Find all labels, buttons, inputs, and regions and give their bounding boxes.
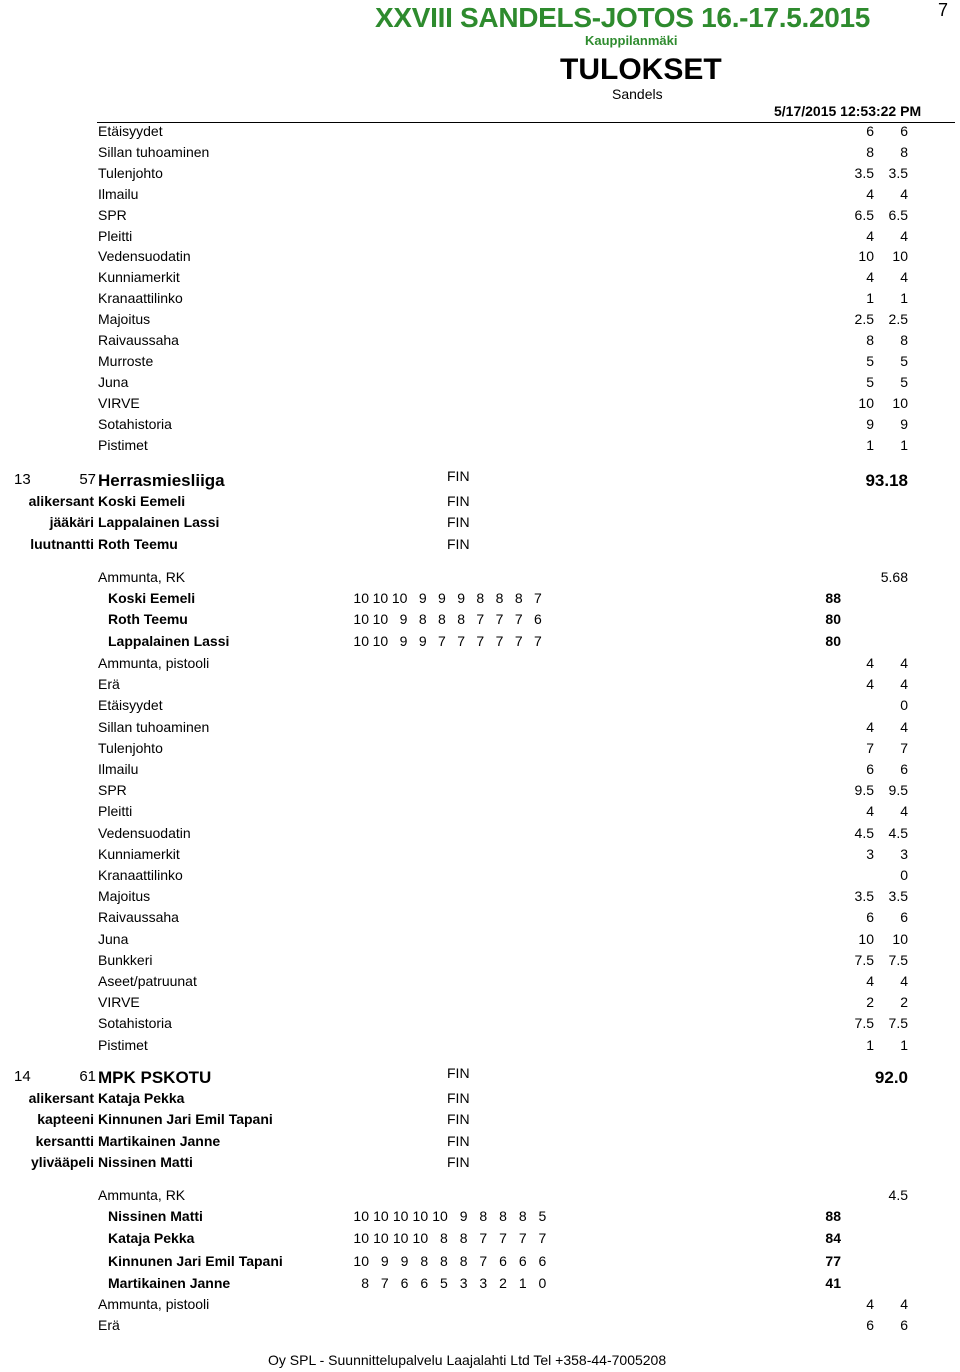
score-row bbox=[0, 761, 960, 782]
member-country: FIN bbox=[447, 535, 470, 552]
shooter-row bbox=[0, 1275, 960, 1296]
shooter-name: Kinnunen Jari Emil Tapani bbox=[108, 1252, 283, 1269]
item-points: 3.5 bbox=[854, 164, 874, 181]
item-points: 4 bbox=[866, 1296, 874, 1312]
item-points: 4 bbox=[866, 803, 874, 820]
score-row bbox=[0, 144, 960, 165]
member-country: FIN bbox=[447, 1132, 470, 1149]
score-row bbox=[0, 994, 960, 1015]
team-country: FIN bbox=[447, 468, 470, 484]
item-score: 6 bbox=[900, 761, 908, 777]
shot-value: 8 bbox=[418, 611, 427, 628]
shooting-score: 4.5 bbox=[888, 1187, 908, 1203]
shot-value: 10 bbox=[412, 1208, 429, 1224]
item-points: 10 bbox=[858, 394, 874, 411]
shooting-label: Ammunta, RK bbox=[98, 569, 186, 585]
item-points: 4 bbox=[866, 227, 874, 244]
shot-value: 10 bbox=[372, 590, 389, 606]
score-row bbox=[0, 1015, 960, 1036]
shooter-row bbox=[0, 590, 960, 611]
team-score: 93.18 bbox=[865, 471, 908, 490]
member-rank: alikersant bbox=[28, 1090, 94, 1106]
score-row bbox=[0, 803, 960, 824]
item-label: Kunniamerkit bbox=[98, 845, 180, 862]
shooting-header bbox=[0, 1187, 960, 1208]
item-points: 1 bbox=[866, 1036, 874, 1053]
shot-value: 9 bbox=[438, 590, 446, 606]
item-points: 6 bbox=[866, 1316, 874, 1333]
item-score: 2 bbox=[900, 994, 908, 1011]
item-label: Erä bbox=[98, 676, 120, 693]
item-label: Vedensuodatin bbox=[98, 248, 191, 265]
score-row bbox=[0, 846, 960, 867]
item-score: 5 bbox=[900, 373, 908, 390]
shot-value: 10 bbox=[372, 632, 389, 649]
shot-value: 8 bbox=[438, 611, 446, 628]
item-points: 4 bbox=[866, 185, 874, 202]
item-score: 5 bbox=[900, 352, 908, 369]
score-row bbox=[0, 123, 960, 144]
shot-value: 8 bbox=[518, 1208, 527, 1224]
item-points: 6 bbox=[866, 123, 874, 139]
item-score: 1 bbox=[900, 436, 908, 453]
item-label: Pistimet bbox=[98, 1036, 148, 1053]
item-points: 2 bbox=[866, 994, 874, 1011]
score-row bbox=[0, 228, 960, 249]
item-score: 9.5 bbox=[888, 782, 908, 799]
member-country: FIN bbox=[447, 493, 470, 509]
item-points: 10 bbox=[858, 248, 874, 265]
shot-value: 7 bbox=[479, 1230, 488, 1247]
shot-value: 9 bbox=[380, 1252, 389, 1269]
member-name: Roth Teemu bbox=[98, 535, 178, 552]
score-row bbox=[0, 290, 960, 311]
item-score: 9 bbox=[900, 415, 908, 432]
score-row bbox=[0, 374, 960, 395]
shot-value: 2 bbox=[499, 1274, 507, 1291]
member-rank: kersantti bbox=[35, 1132, 94, 1149]
shot-value: 0 bbox=[538, 1274, 547, 1291]
score-row bbox=[0, 186, 960, 207]
shot-value: 7 bbox=[479, 1252, 488, 1269]
item-points: 8 bbox=[866, 332, 874, 348]
item-label: Kranaattilinko bbox=[98, 867, 183, 883]
score-row bbox=[0, 655, 960, 676]
item-points: 9 bbox=[866, 415, 874, 432]
item-score: 4 bbox=[900, 227, 908, 244]
shot-value: 10 bbox=[392, 1230, 409, 1247]
shot-value: 9 bbox=[418, 632, 427, 649]
shot-value: 7 bbox=[495, 611, 504, 628]
shot-value: 10 bbox=[353, 632, 369, 649]
shot-value: 9 bbox=[418, 590, 427, 606]
shot-value: 7 bbox=[380, 1274, 389, 1291]
member-country: FIN bbox=[447, 514, 470, 531]
team-rank: 13 bbox=[14, 471, 31, 488]
item-label: Pleitti bbox=[98, 227, 133, 244]
item-score: 10 bbox=[892, 248, 908, 265]
item-score: 7 bbox=[900, 739, 908, 756]
item-score: 10 bbox=[892, 930, 908, 947]
item-label: Sotahistoria bbox=[98, 1015, 172, 1032]
score-row bbox=[0, 269, 960, 290]
shot-value: 8 bbox=[420, 1252, 429, 1269]
member-name: Lappalainen Lassi bbox=[98, 514, 220, 531]
item-score: 8 bbox=[900, 332, 908, 348]
team-member bbox=[0, 493, 960, 514]
item-points: 1 bbox=[866, 436, 874, 453]
score-row bbox=[0, 782, 960, 803]
item-label: Sotahistoria bbox=[98, 415, 172, 432]
item-label: Tulenjohto bbox=[98, 739, 163, 756]
shot-value: 8 bbox=[459, 1252, 468, 1269]
item-points: 7.5 bbox=[854, 1015, 874, 1032]
item-score: 4 bbox=[900, 973, 908, 989]
score-row bbox=[0, 973, 960, 994]
shooter-row bbox=[0, 611, 960, 632]
item-score: 2.5 bbox=[888, 311, 908, 328]
item-label: Aseet/patruunat bbox=[98, 973, 197, 989]
shooter-total: 88 bbox=[825, 590, 841, 606]
item-score: 10 bbox=[892, 394, 908, 411]
shot-value: 3 bbox=[479, 1274, 488, 1291]
score-row bbox=[0, 867, 960, 888]
item-score: 4 bbox=[900, 185, 908, 202]
score-row bbox=[0, 416, 960, 437]
item-points: 6.5 bbox=[854, 206, 874, 223]
score-row bbox=[0, 952, 960, 973]
team-member bbox=[0, 536, 960, 557]
item-score: 7.5 bbox=[888, 951, 908, 968]
shot-value: 7 bbox=[438, 632, 446, 649]
score-row bbox=[0, 909, 960, 930]
item-label: SPR bbox=[98, 206, 127, 223]
item-score: 6 bbox=[900, 909, 908, 926]
score-row bbox=[0, 825, 960, 846]
shot-value: 10 bbox=[392, 1208, 409, 1224]
shot-value: 8 bbox=[440, 1230, 448, 1247]
item-points: 4.5 bbox=[854, 824, 874, 841]
team-name: MPK PSKOTU bbox=[98, 1068, 212, 1087]
item-score: 1 bbox=[900, 1036, 908, 1053]
shot-value: 6 bbox=[534, 611, 542, 628]
item-points: 8 bbox=[866, 143, 874, 160]
item-points: 3.5 bbox=[854, 888, 874, 905]
shot-value: 9 bbox=[457, 590, 465, 606]
item-score: 3 bbox=[900, 845, 908, 862]
shot-value: 8 bbox=[440, 1252, 448, 1269]
shooter-name: Lappalainen Lassi bbox=[108, 632, 230, 649]
item-points: 4 bbox=[866, 718, 874, 735]
item-label: Sillan tuhoaminen bbox=[98, 718, 210, 735]
shot-value: 8 bbox=[499, 1208, 507, 1224]
team-rank: 14 bbox=[14, 1068, 31, 1085]
shot-value: 5 bbox=[440, 1274, 448, 1291]
shot-value: 10 bbox=[353, 590, 369, 606]
score-row bbox=[0, 248, 960, 269]
shot-value: 7 bbox=[534, 632, 542, 649]
score-row bbox=[0, 311, 960, 332]
item-points: 6 bbox=[866, 761, 874, 777]
item-label: VIRVE bbox=[98, 394, 140, 411]
shot-value: 7 bbox=[518, 1230, 527, 1247]
item-points: 10 bbox=[858, 930, 874, 947]
shooter-row bbox=[0, 633, 960, 654]
team-number: 57 bbox=[79, 471, 96, 488]
item-label: Vedensuodatin bbox=[98, 824, 191, 841]
item-score: 4 bbox=[900, 803, 908, 820]
item-label: Kunniamerkit bbox=[98, 269, 180, 286]
shot-value: 8 bbox=[457, 611, 465, 628]
item-score: 4.5 bbox=[888, 824, 908, 841]
item-points: 1 bbox=[866, 290, 874, 307]
item-score: 1 bbox=[900, 290, 908, 307]
shot-value: 7 bbox=[534, 590, 542, 606]
shot-value: 7 bbox=[538, 1230, 547, 1247]
item-label: Tulenjohto bbox=[98, 164, 163, 181]
shooter-name: Nissinen Matti bbox=[108, 1208, 203, 1224]
shot-value: 6 bbox=[538, 1252, 547, 1269]
item-score: 0 bbox=[900, 697, 908, 714]
shot-value: 10 bbox=[353, 1230, 369, 1247]
score-row bbox=[0, 719, 960, 740]
item-score: 3.5 bbox=[888, 888, 908, 905]
score-row bbox=[0, 740, 960, 761]
item-points: 4 bbox=[866, 655, 874, 671]
item-label: Pistimet bbox=[98, 436, 148, 453]
item-label: Sillan tuhoaminen bbox=[98, 143, 210, 160]
member-rank: alikersant bbox=[28, 493, 94, 509]
shot-value: 7 bbox=[499, 1230, 507, 1247]
item-points: 3 bbox=[866, 845, 874, 862]
shooter-row bbox=[0, 1230, 960, 1251]
item-points: 2.5 bbox=[854, 311, 874, 328]
member-rank: kapteeni bbox=[37, 1111, 94, 1128]
item-score: 4 bbox=[900, 655, 908, 671]
member-rank: luutnantti bbox=[30, 535, 94, 552]
shooter-name: Martikainen Janne bbox=[108, 1274, 231, 1291]
score-row bbox=[0, 332, 960, 353]
shot-value: 10 bbox=[432, 1208, 448, 1224]
shot-value: 10 bbox=[372, 611, 389, 628]
item-label: Etäisyydet bbox=[98, 697, 163, 714]
item-score: 0 bbox=[900, 867, 908, 883]
shot-value: 8 bbox=[479, 1208, 488, 1224]
team-member bbox=[0, 1111, 960, 1132]
shot-value: 7 bbox=[457, 632, 465, 649]
shot-value: 8 bbox=[459, 1230, 468, 1247]
shot-value: 9 bbox=[399, 632, 408, 649]
team-score: 92.0 bbox=[874, 1068, 908, 1087]
member-name: Nissinen Matti bbox=[98, 1153, 193, 1170]
shot-value: 6 bbox=[400, 1274, 409, 1291]
shot-value: 6 bbox=[518, 1252, 527, 1269]
member-rank: jääkäri bbox=[49, 514, 94, 531]
score-row bbox=[0, 1317, 960, 1338]
team-country: FIN bbox=[447, 1065, 470, 1081]
shot-value: 10 bbox=[373, 1208, 389, 1224]
team-member bbox=[0, 1154, 960, 1175]
item-label: Ammunta, pistooli bbox=[98, 1296, 210, 1312]
team-member bbox=[0, 514, 960, 535]
shooter-total: 41 bbox=[825, 1274, 841, 1291]
item-label: Majoitus bbox=[98, 888, 151, 905]
item-score: 6.5 bbox=[888, 206, 908, 223]
shooting-label: Ammunta, RK bbox=[98, 1187, 186, 1203]
shot-value: 10 bbox=[391, 590, 408, 606]
shooter-total: 84 bbox=[825, 1230, 841, 1247]
team-member bbox=[0, 1133, 960, 1154]
team-name: Herrasmiesliiga bbox=[98, 471, 225, 490]
shot-value: 3 bbox=[459, 1274, 468, 1291]
shot-value: 8 bbox=[495, 590, 504, 606]
item-label: Ilmailu bbox=[98, 185, 139, 202]
item-label: Ammunta, pistooli bbox=[98, 655, 210, 671]
item-points: 7 bbox=[866, 739, 874, 756]
shot-value: 7 bbox=[495, 632, 504, 649]
item-points: 5 bbox=[866, 373, 874, 390]
shooter-total: 80 bbox=[825, 632, 841, 649]
member-country: FIN bbox=[447, 1111, 470, 1128]
item-score: 8 bbox=[900, 143, 908, 160]
score-row bbox=[0, 395, 960, 416]
shot-value: 6 bbox=[420, 1274, 429, 1291]
item-score: 4 bbox=[900, 269, 908, 286]
item-label: Juna bbox=[98, 373, 129, 390]
item-points: 7.5 bbox=[854, 951, 874, 968]
results-title: TULOKSET bbox=[560, 53, 722, 86]
shot-value: 5 bbox=[538, 1208, 547, 1224]
item-score: 6 bbox=[900, 123, 908, 139]
member-name: Kinnunen Jari Emil Tapani bbox=[98, 1111, 273, 1128]
item-label: Murroste bbox=[98, 352, 154, 369]
shot-value: 7 bbox=[514, 632, 523, 649]
event-title: XXVIII SANDELS-JOTOS 16.-17.5.2015 bbox=[375, 2, 871, 33]
shot-value: 7 bbox=[476, 611, 485, 628]
item-label: Pleitti bbox=[98, 803, 133, 820]
score-row bbox=[0, 697, 960, 718]
team-header bbox=[0, 1065, 960, 1092]
item-label: Ilmailu bbox=[98, 761, 139, 777]
shooter-row bbox=[0, 1208, 960, 1229]
team-header bbox=[0, 468, 960, 495]
series-name: Sandels bbox=[612, 86, 663, 102]
footer-text: Oy SPL - Suunnittelupalvelu Laajalahti Ltd Tel +358-44-7005208 bbox=[268, 1352, 667, 1368]
shot-value: 10 bbox=[412, 1230, 429, 1247]
shot-value: 9 bbox=[399, 611, 408, 628]
shot-value: 8 bbox=[514, 590, 523, 606]
shot-value: 7 bbox=[476, 632, 485, 649]
item-label: Kranaattilinko bbox=[98, 290, 183, 307]
item-points: 4 bbox=[866, 973, 874, 989]
item-points: 5 bbox=[866, 352, 874, 369]
shot-value: 10 bbox=[353, 1252, 369, 1269]
shot-value: 9 bbox=[459, 1208, 468, 1224]
item-label: Raivaussaha bbox=[98, 909, 179, 926]
member-country: FIN bbox=[447, 1153, 470, 1170]
score-row bbox=[0, 1037, 960, 1058]
shooter-name: Kataja Pekka bbox=[108, 1230, 195, 1247]
shot-value: 1 bbox=[518, 1274, 527, 1291]
score-row bbox=[0, 353, 960, 374]
item-score: 4 bbox=[900, 676, 908, 693]
shot-value: 6 bbox=[499, 1252, 507, 1269]
score-row bbox=[0, 888, 960, 909]
item-score: 4 bbox=[900, 718, 908, 735]
member-name: Kataja Pekka bbox=[98, 1090, 185, 1106]
score-row bbox=[0, 676, 960, 697]
shooter-name: Roth Teemu bbox=[108, 611, 188, 628]
item-label: Etäisyydet bbox=[98, 123, 163, 139]
shooter-total: 88 bbox=[825, 1208, 841, 1224]
shot-value: 8 bbox=[361, 1274, 369, 1291]
score-row bbox=[0, 931, 960, 952]
item-score: 7.5 bbox=[888, 1015, 908, 1032]
shooter-row bbox=[0, 1253, 960, 1274]
shooter-total: 80 bbox=[825, 611, 841, 628]
shooter-total: 77 bbox=[825, 1252, 841, 1269]
item-score: 3.5 bbox=[888, 164, 908, 181]
item-label: Majoitus bbox=[98, 311, 151, 328]
score-row bbox=[0, 207, 960, 228]
item-label: Erä bbox=[98, 1316, 120, 1333]
item-score: 4 bbox=[900, 1296, 908, 1312]
score-row bbox=[0, 437, 960, 458]
shot-value: 7 bbox=[514, 611, 523, 628]
score-row bbox=[0, 1296, 960, 1317]
shooter-name: Koski Eemeli bbox=[108, 590, 196, 606]
shot-value: 10 bbox=[373, 1230, 389, 1247]
score-row bbox=[0, 165, 960, 186]
item-label: SPR bbox=[98, 782, 127, 799]
member-country: FIN bbox=[447, 1090, 470, 1106]
item-points: 9.5 bbox=[854, 782, 874, 799]
item-label: VIRVE bbox=[98, 994, 140, 1011]
item-score: 6 bbox=[900, 1316, 908, 1333]
shot-value: 10 bbox=[353, 611, 369, 628]
item-label: Bunkkeri bbox=[98, 951, 153, 968]
shooting-score: 5.68 bbox=[880, 569, 908, 585]
member-name: Koski Eemeli bbox=[98, 493, 186, 509]
page-number: 7 bbox=[938, 0, 949, 20]
team-member bbox=[0, 1090, 960, 1111]
shot-value: 8 bbox=[476, 590, 485, 606]
team-number: 61 bbox=[79, 1068, 96, 1085]
item-points: 4 bbox=[866, 269, 874, 286]
item-points: 4 bbox=[866, 676, 874, 693]
event-location: Kauppilanmäki bbox=[585, 33, 678, 48]
item-label: Raivaussaha bbox=[98, 332, 179, 348]
member-name: Martikainen Janne bbox=[98, 1132, 221, 1149]
shooting-header bbox=[0, 569, 960, 590]
item-label: Juna bbox=[98, 930, 129, 947]
print-timestamp: 5/17/2015 12:53:22 PM bbox=[774, 103, 922, 119]
shot-value: 9 bbox=[400, 1252, 409, 1269]
member-rank: ylivääpeli bbox=[30, 1153, 94, 1170]
item-points: 6 bbox=[866, 909, 874, 926]
shot-value: 10 bbox=[353, 1208, 369, 1224]
